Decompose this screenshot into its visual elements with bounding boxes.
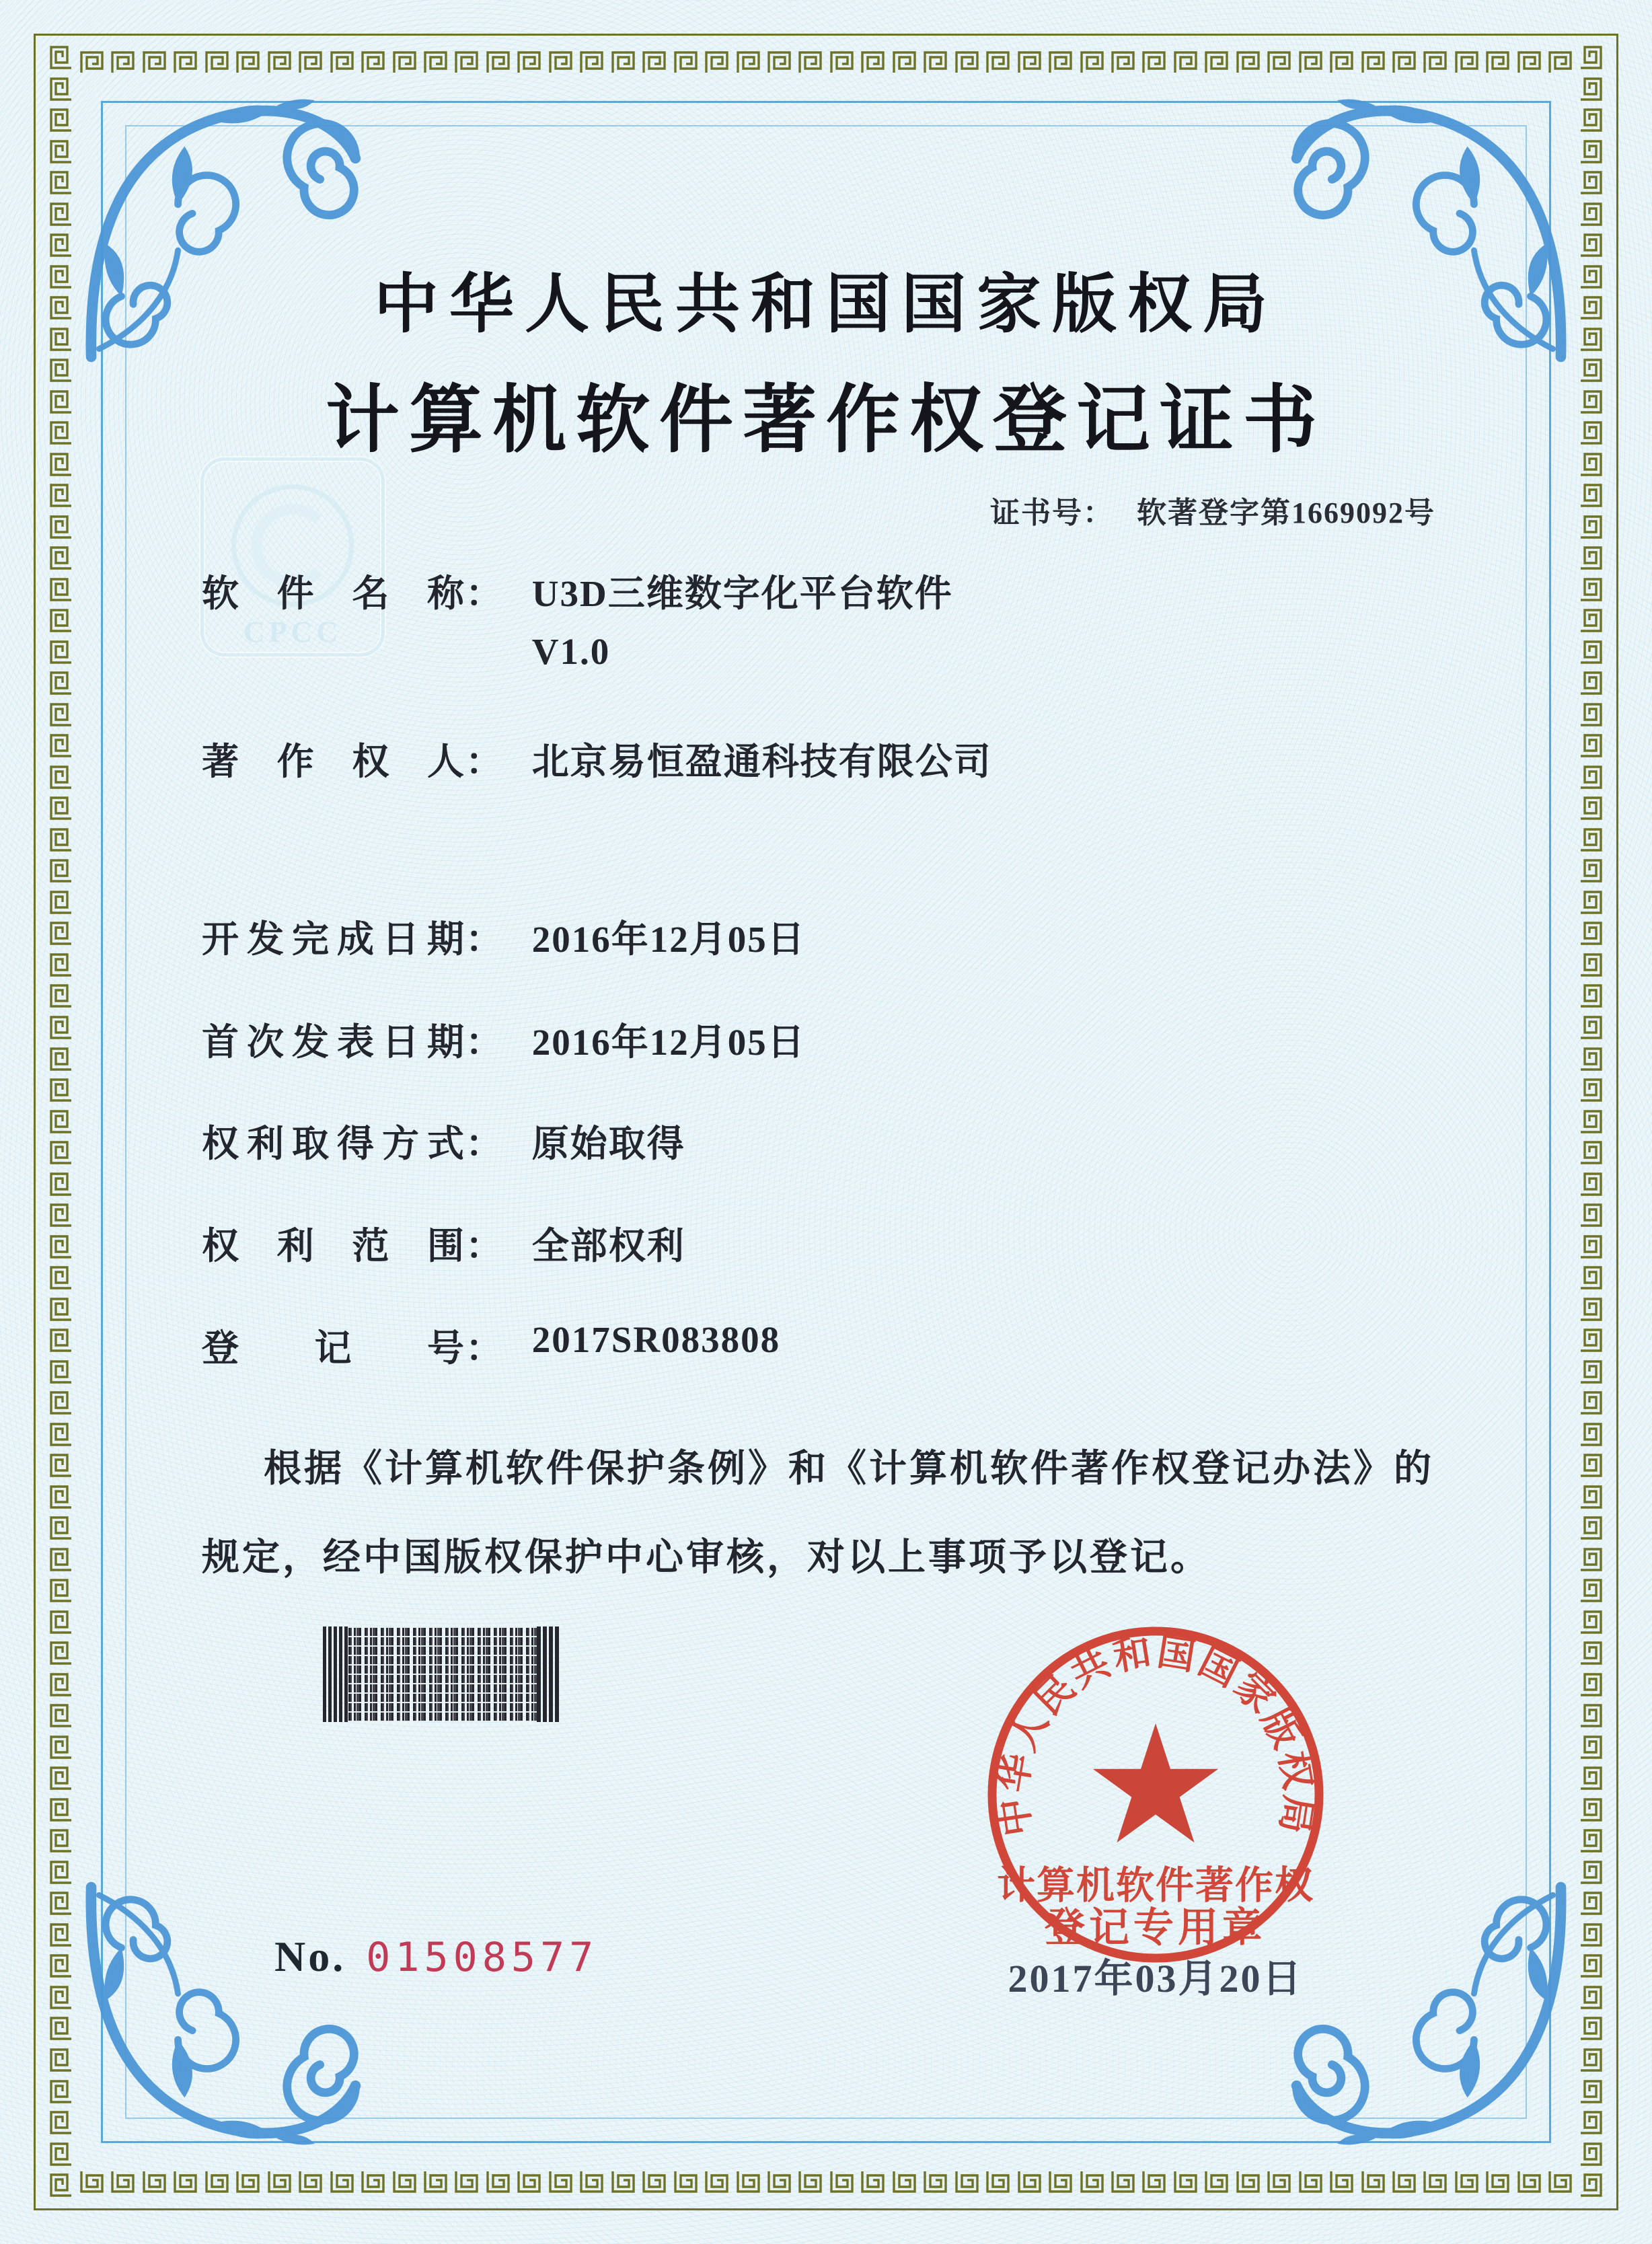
field-colon: ： xyxy=(465,741,504,782)
field-value: 2016年12月05日 xyxy=(531,919,806,960)
meander-border-top xyxy=(78,44,1574,79)
field-dev-complete-date xyxy=(202,909,806,963)
field-label: 首次发表日期 xyxy=(202,1022,465,1063)
registration-statement xyxy=(202,1425,1466,1602)
software-name-value: U3D三维数字化平台软件 xyxy=(531,573,953,614)
certificate-number-value: 软著登字第1669092号 xyxy=(1137,496,1435,529)
field-rights-acquisition xyxy=(202,1114,685,1167)
statement-line-2: 规定，经中国版权保护中心审核，对以上事项予以登记。 xyxy=(202,1537,1211,1579)
seal-date: 2017年03月20日 xyxy=(1008,1957,1304,2000)
certificate-title: 计算机软件著作权登记证书 xyxy=(326,379,1326,461)
field-label: 软件名称 xyxy=(202,573,465,614)
barcode-start-pattern xyxy=(323,1626,348,1722)
field-value xyxy=(532,564,953,673)
field-first-publish-date xyxy=(202,1012,806,1065)
barcode-data-region xyxy=(348,1626,537,1722)
field-colon: ： xyxy=(465,1226,504,1267)
field-registration-number xyxy=(202,1318,780,1372)
field-value: 原始取得 xyxy=(531,1123,685,1164)
field-label: 权利范围 xyxy=(202,1226,465,1267)
serial-number: 01508577 xyxy=(366,1934,599,1981)
field-colon: ： xyxy=(465,1123,504,1164)
certificate-number-line xyxy=(990,488,1435,531)
meander-border-bottom xyxy=(78,2165,1574,2200)
field-label: 权利取得方式 xyxy=(202,1123,465,1164)
field-colon: ： xyxy=(465,573,504,614)
serial-prefix: No. xyxy=(274,1933,346,1980)
field-label: 登记号 xyxy=(202,1328,465,1369)
field-colon: ： xyxy=(465,919,504,960)
software-version-value: V1.0 xyxy=(531,631,611,672)
field-value: 全部权利 xyxy=(531,1226,685,1267)
pdf417-barcode-icon xyxy=(323,1626,560,1722)
field-copyright-owner xyxy=(202,732,992,785)
field-value: 北京易恒盈通科技有限公司 xyxy=(531,741,992,782)
seal-text-line-1: 计算机软件著作权 xyxy=(997,1865,1314,1907)
red-star-icon xyxy=(1093,1723,1218,1842)
authority-title: 中华人民共和国国家版权局 xyxy=(374,268,1278,340)
field-software-name xyxy=(202,564,953,673)
field-colon: ： xyxy=(465,1022,504,1063)
barcode-stop-pattern xyxy=(537,1626,560,1722)
field-label: 开发完成日期 xyxy=(202,919,465,960)
field-rights-scope xyxy=(202,1216,685,1269)
seal-arc-text: 中华人民共和国国家版权局 xyxy=(992,1631,1319,1839)
field-value: 2016年12月05日 xyxy=(531,1022,806,1063)
official-red-seal xyxy=(974,1613,1337,1976)
field-colon: ： xyxy=(465,1328,504,1369)
corner-flourish-icon xyxy=(79,1875,369,2165)
field-value: 2017SR083808 xyxy=(531,1319,781,1360)
certificate-number-label: 证书号： xyxy=(990,496,1114,529)
seal-text-line-2: 登记专用章 xyxy=(1045,1906,1267,1950)
emboss-watermark-label: CPCC xyxy=(243,615,342,648)
field-label: 著作权人 xyxy=(202,741,465,782)
statement-line-1: 根据《计算机软件保护条例》和《计算机软件著作权登记办法》的 xyxy=(264,1448,1434,1490)
serial-number-line xyxy=(274,1932,598,1982)
